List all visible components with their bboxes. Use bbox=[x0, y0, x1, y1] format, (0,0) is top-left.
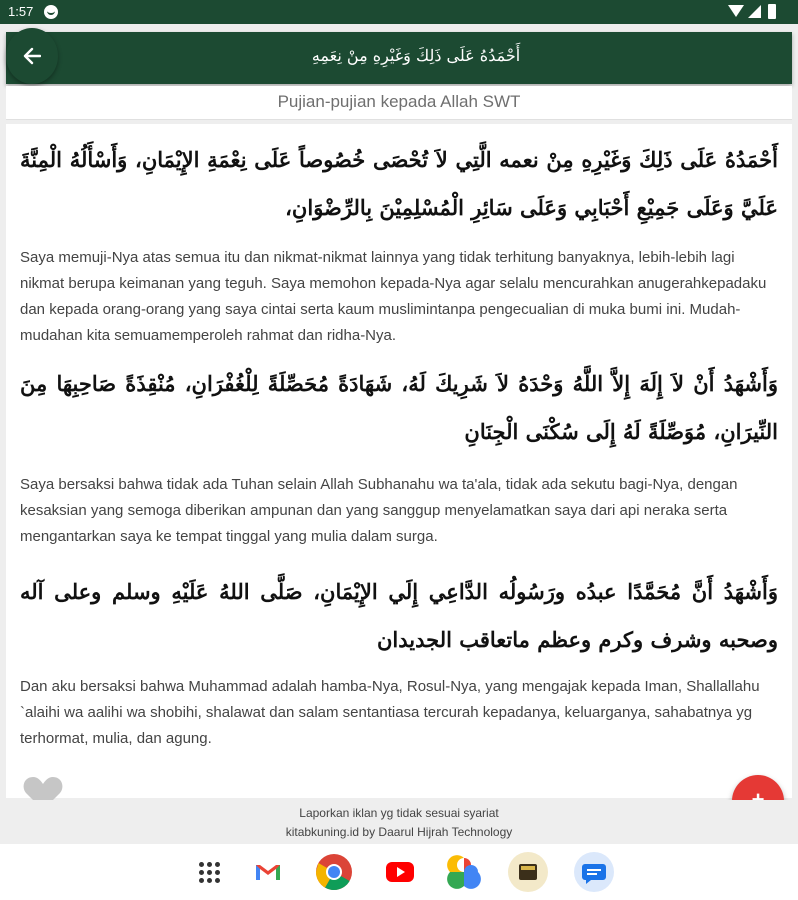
arabic-text-1: أَحْمَدُهُ عَلَى ذَلِكَ وَغَيْرِهِ مِنْ نعمه الَّتِي لاَ تُحْصَى خُصُوصاً عَلَى نِعْمَةِ الإِيْمَانِ، وَأَسْأَلُهُ الْمِنَّةَ عَلَيَّ وَعَلَى جَمِيْعِ أَحْبَابِي وَعَلَى سَائِرِ الْمُسْلِمِيْنَ بِالرِّضْوَانِ، bbox=[20, 147, 778, 220]
app-bar bbox=[6, 32, 792, 84]
photos-icon[interactable] bbox=[444, 852, 484, 892]
report-ad-link[interactable]: Laporkan iklan yg tidak sesuai syariat bbox=[299, 806, 499, 820]
translation-text-2: Saya bersaksi bahwa tidak ada Tuhan selain Allah Subhanahu wa ta'ala, tidak ada sekutu bagi-Nya, dengan kesaksian yang semoga diberikan ampunan dan yang sanggup menyelamatkan saya dari api neraka serta mengantarkan saya ke tempat tinggal yang mulia dalam surga. bbox=[20, 476, 738, 545]
youtube-icon[interactable] bbox=[380, 852, 420, 892]
status-bar bbox=[0, 0, 798, 24]
messages-icon[interactable] bbox=[574, 852, 614, 892]
app-dock bbox=[0, 844, 798, 900]
arrow-left-icon bbox=[23, 47, 41, 65]
back-button[interactable] bbox=[6, 28, 58, 84]
signal-icon bbox=[748, 5, 761, 18]
credit-text: kitabkuning.id by Daarul Hijrah Technology bbox=[285, 825, 513, 839]
app-bar-title: أَحْمَدُهُ عَلَى ذَلِكَ وَغَيْرِهِ مِنْ نِعَمِهِ bbox=[311, 46, 521, 65]
page-title: Pujian-pujian kepada Allah SWT bbox=[6, 86, 792, 120]
status-time: 1:57 bbox=[8, 4, 34, 19]
translation-text-3: Dan aku bersaksi bahwa Muhammad adalah hamba-Nya, Rosul-Nya, yang mengajak kepada Iman, Shallallahu `alaihi wa aalihi wa shobihi, shalawat dan salam sentantiasa tercurah kepadanya, keluarganya, sahabatnya yg terhormat, mulia, dan agung. bbox=[20, 678, 760, 747]
kitab-kuning-app-icon[interactable] bbox=[508, 852, 548, 892]
battery-icon bbox=[768, 4, 776, 19]
footer bbox=[0, 800, 798, 844]
system-icons bbox=[728, 4, 788, 20]
arabic-text-2: وَأَشْهَدُ أَنْ لاَ إِلَهَ إِلاَّ اللَّهُ وَحْدَهُ لاَ شَرِيكَ لَهُ، شَهَادَةً مُحَصِّلَةً لِلْغُفْرَانِ، مُنْقِذَةً صَاحِبِهَا مِنَ النِّيرَانِ، مُوَصِّلَةً لَهُ إِلَى سُكْنَى الْجِنَانِ bbox=[20, 371, 778, 444]
content-card bbox=[6, 124, 792, 798]
chrome-icon[interactable] bbox=[314, 852, 354, 892]
arabic-text-3: وَأَشْهَدُ أَنَّ مُحَمَّدًا عبدُه ورَسُولُه الدَّاعِي إِلَي الإِيْمَانِ، صَلَّى اللهُ عَلَيْهِ وسلم وعلى آله وصحبه وشرف وكرم وعظم ماتعاقب الجديدان bbox=[20, 579, 779, 652]
apps-grid-icon[interactable] bbox=[190, 852, 230, 892]
gmail-icon[interactable] bbox=[248, 852, 288, 892]
translation-text-1: Saya memuji-Nya atas semua itu dan nikmat-nikmat lainnya yang tidak terhitung banyaknya, lebih-lebih lagi nikmat berupa keimanan yang teguh. Saya memohon kepada-Nya agar selalu mencurahkan anugerahkepadaku dan kepada orang-orang yang saya cintai serta kaum muslimintanpa pengecualian di muka bumi ini. Mudah-mudahan kita semuamemperoleh rahmat dan ridha-Nya. bbox=[20, 249, 767, 344]
wifi-icon bbox=[728, 5, 744, 17]
notification-icon bbox=[44, 5, 58, 19]
